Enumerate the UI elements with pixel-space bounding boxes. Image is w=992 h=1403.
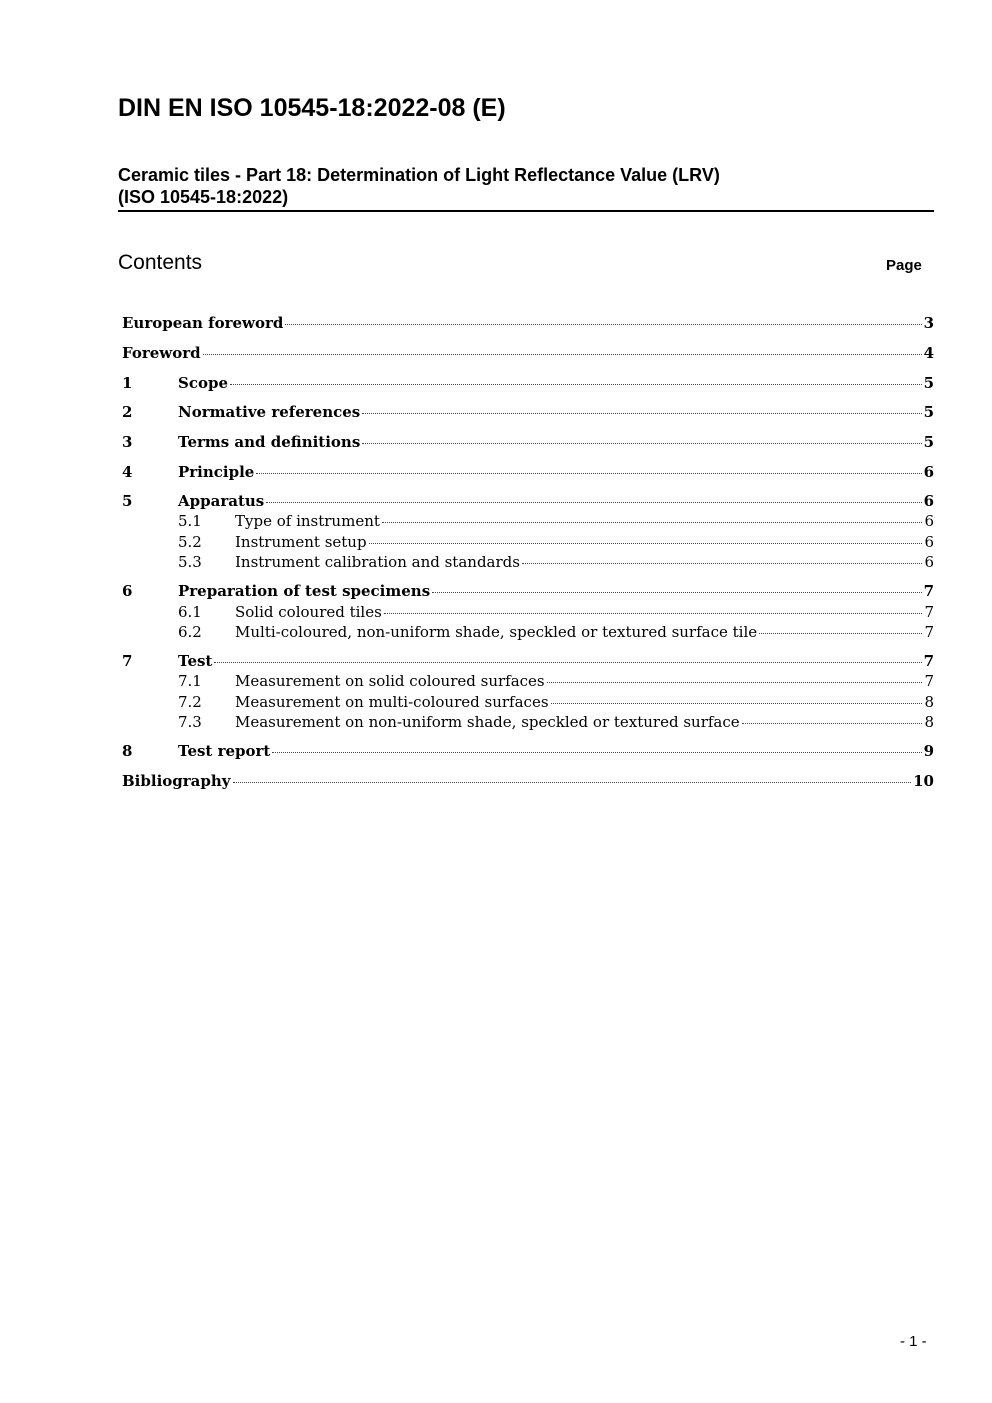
toc-entry-page: 8: [924, 693, 934, 711]
toc-entry-page: 5: [923, 374, 934, 392]
toc-entry-number: 7: [122, 652, 133, 670]
toc-leader: [522, 562, 922, 564]
toc-leader: [547, 681, 923, 683]
toc-entry-apparatus[interactable]: [122, 492, 934, 512]
toc-entry-page: 6: [924, 553, 934, 571]
contents-heading: Contents: [118, 251, 203, 274]
toc-entry-number: 5.2: [178, 533, 202, 551]
toc-entry-title: Test report: [178, 742, 271, 760]
toc-entry-page: 5: [923, 433, 934, 451]
toc-leader: [362, 412, 921, 414]
toc-leader: [742, 722, 923, 724]
toc-entry-page: 6: [924, 533, 934, 551]
toc-entry-page: 7: [924, 672, 934, 690]
document-id: DIN EN ISO 10545-18:2022-08 (E): [118, 94, 506, 122]
toc-entry-page: 7: [923, 652, 934, 670]
header-rule: [118, 210, 934, 212]
toc-entry-page: 7: [923, 582, 934, 600]
toc-entry-measurement-non-uniform[interactable]: [122, 713, 934, 733]
toc-entry-title: Apparatus: [178, 492, 265, 510]
toc-entry-title: Scope: [178, 374, 229, 392]
toc-entry-test-report[interactable]: [122, 742, 934, 762]
toc-leader: [384, 612, 923, 614]
toc-entry-title: Type of instrument: [235, 512, 380, 530]
toc-entry-title: Measurement on solid coloured surfaces: [235, 672, 545, 690]
toc-entry-instrument-calibration[interactable]: [122, 553, 934, 573]
toc-entry-page: 5: [923, 403, 934, 421]
toc-entry-title: Normative references: [178, 403, 361, 421]
document-subtitle: [118, 164, 934, 208]
toc-entry-page: 3: [923, 314, 934, 332]
toc-entry-page: 10: [913, 772, 934, 790]
toc-leader: [256, 472, 921, 474]
toc-entry-title: Test: [178, 652, 213, 670]
toc-entry-page: 7: [924, 603, 934, 621]
toc-entry-page: 6: [923, 463, 934, 481]
toc-entry-scope[interactable]: [122, 374, 934, 394]
toc-entry-european-foreword[interactable]: [122, 314, 934, 334]
toc-entry-number: 2: [122, 403, 133, 421]
toc-entry-page: 4: [923, 344, 934, 362]
page-number: - 1 -: [900, 1333, 927, 1350]
toc-entry-title: Instrument calibration and standards: [235, 553, 520, 571]
toc-entry-title: Measurement on non-uniform shade, speckled or textured surface: [235, 713, 740, 731]
toc-entry-normative-references[interactable]: [122, 403, 934, 423]
toc-entry-number: 5.1: [178, 512, 202, 530]
toc-leader: [230, 383, 922, 385]
toc-entry-title: Terms and definitions: [178, 433, 361, 451]
toc-entry-number: 6.1: [178, 603, 202, 621]
toc-entry-title: Multi-coloured, non-uniform shade, speckled or textured surface tile: [235, 623, 758, 641]
toc-leader: [369, 542, 923, 544]
toc-entry-title: Principle: [178, 463, 255, 481]
toc-entry-number: 4: [122, 463, 133, 481]
toc-entry-page: 6: [923, 492, 934, 510]
toc-entry-page: 8: [924, 713, 934, 731]
toc-entry-page: 6: [924, 512, 934, 530]
toc-entry-page: 7: [924, 623, 934, 641]
toc-entry-measurement-solid[interactable]: [122, 672, 934, 692]
toc-entry-number: 5: [122, 492, 133, 510]
toc-leader: [233, 781, 912, 783]
toc-entry-solid-coloured-tiles[interactable]: [122, 603, 934, 623]
toc-leader: [285, 323, 921, 325]
toc-entry-title: Bibliography: [122, 772, 231, 790]
toc-entry-number: 8: [122, 742, 133, 760]
toc-leader: [759, 632, 922, 634]
toc-entry-bibliography[interactable]: [122, 772, 934, 792]
toc-entry-test[interactable]: [122, 652, 934, 672]
subtitle-line-1: Ceramic tiles - Part 18: Determination of Light Reflectance Value (LRV): [118, 165, 720, 185]
toc-leader: [203, 353, 922, 355]
toc-entry-title: Preparation of test specimens: [178, 582, 431, 600]
toc-entry-number: 6: [122, 582, 133, 600]
toc-leader: [382, 521, 923, 523]
page-column-label: Page: [886, 257, 922, 274]
toc-entry-principle[interactable]: [122, 463, 934, 483]
toc-entry-number: 7.1: [178, 672, 202, 690]
toc-entry-page: 9: [923, 742, 934, 760]
toc-entry-title: Solid coloured tiles: [235, 603, 382, 621]
toc-leader: [362, 442, 921, 444]
toc-entry-title: Foreword: [122, 344, 201, 362]
toc-entry-instrument-setup[interactable]: [122, 533, 934, 553]
toc-leader: [551, 702, 923, 704]
toc-entry-measurement-multi[interactable]: [122, 693, 934, 713]
toc-entry-foreword[interactable]: [122, 344, 934, 364]
toc-leader: [214, 661, 921, 663]
toc-entry-multi-coloured-tile[interactable]: [122, 623, 934, 643]
toc-entry-type-of-instrument[interactable]: [122, 512, 934, 532]
toc-entry-number: 7.2: [178, 693, 202, 711]
toc-entry-number: 6.2: [178, 623, 202, 641]
toc-entry-number: 7.3: [178, 713, 202, 731]
toc-leader: [266, 501, 921, 503]
toc-entry-title: Instrument setup: [235, 533, 367, 551]
toc-entry-preparation-of-test-specimens[interactable]: [122, 582, 934, 602]
toc-entry-title: Measurement on multi-coloured surfaces: [235, 693, 549, 711]
toc-entry-terms-and-definitions[interactable]: [122, 433, 934, 453]
toc-entry-number: 3: [122, 433, 133, 451]
toc-entry-number: 1: [122, 374, 133, 392]
subtitle-line-2: (ISO 10545-18:2022): [118, 187, 289, 207]
toc-entry-number: 5.3: [178, 553, 202, 571]
toc-leader: [432, 591, 921, 593]
toc-entry-title: European foreword: [122, 314, 284, 332]
toc-leader: [272, 751, 921, 753]
